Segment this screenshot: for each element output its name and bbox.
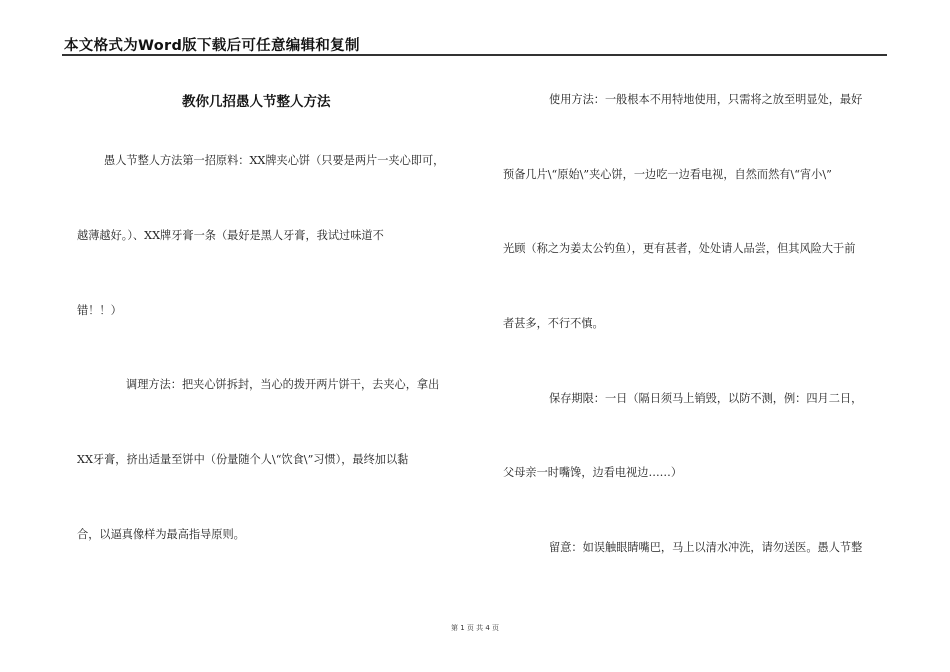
right-paragraph-1-line-2: 预备几片\“原始\”夹心饼，一边吃一边看电视，自然而然有\“宵小\”	[503, 168, 832, 181]
header-divider	[62, 54, 887, 56]
right-paragraph-2-line-1: 保存期限：一日（隔日须马上销毁，以防不测，例：四月二日，	[549, 392, 863, 405]
left-paragraph-2-line-3: 合，以逼真像样为最高指导原则。	[77, 528, 245, 541]
right-paragraph-2-line-2: 父母亲一时嘴馋，边看电视边……）	[503, 466, 683, 479]
left-paragraph-2-line-2: XX牙膏，挤出适量至饼中（份量随个人\“饮食\”习惯），最终加以黏	[77, 453, 409, 466]
left-paragraph-1-line-2: 越薄越好。）、XX牌牙膏一条（最好是黑人牙膏，我试过味道不	[77, 229, 384, 242]
article-title: 教你几招愚人节整人方法	[182, 94, 331, 110]
right-paragraph-3-line-1: 留意：如误触眼睛嘴巴，马上以清水冲洗，请勿送医。愚人节整	[549, 541, 863, 554]
right-paragraph-1-line-4: 者甚多，不行不慎。	[503, 317, 604, 330]
right-paragraph-1-line-1: 使用方法：一般根本不用特地使用，只需将之放至明显处，最好	[549, 93, 863, 106]
left-paragraph-1-line-3: 错！！）	[77, 304, 122, 317]
left-paragraph-1-line-1: 愚人节整人方法第一招原料：XX牌夹心饼（只要是两片一夹心即可，	[104, 154, 445, 167]
page-number: 第 1 页 共 4 页	[450, 624, 500, 632]
document-header: 本文格式为Word版下载后可任意编辑和复制	[64, 38, 360, 54]
right-paragraph-1-line-3: 光顾（称之为姜太公钓鱼），更有甚者，处处请人品尝，但其风险大于前	[503, 242, 856, 255]
left-paragraph-2-line-1: 调理方法：把夹心饼拆封，当心的拨开两片饼干，去夹心，拿出	[126, 378, 440, 391]
